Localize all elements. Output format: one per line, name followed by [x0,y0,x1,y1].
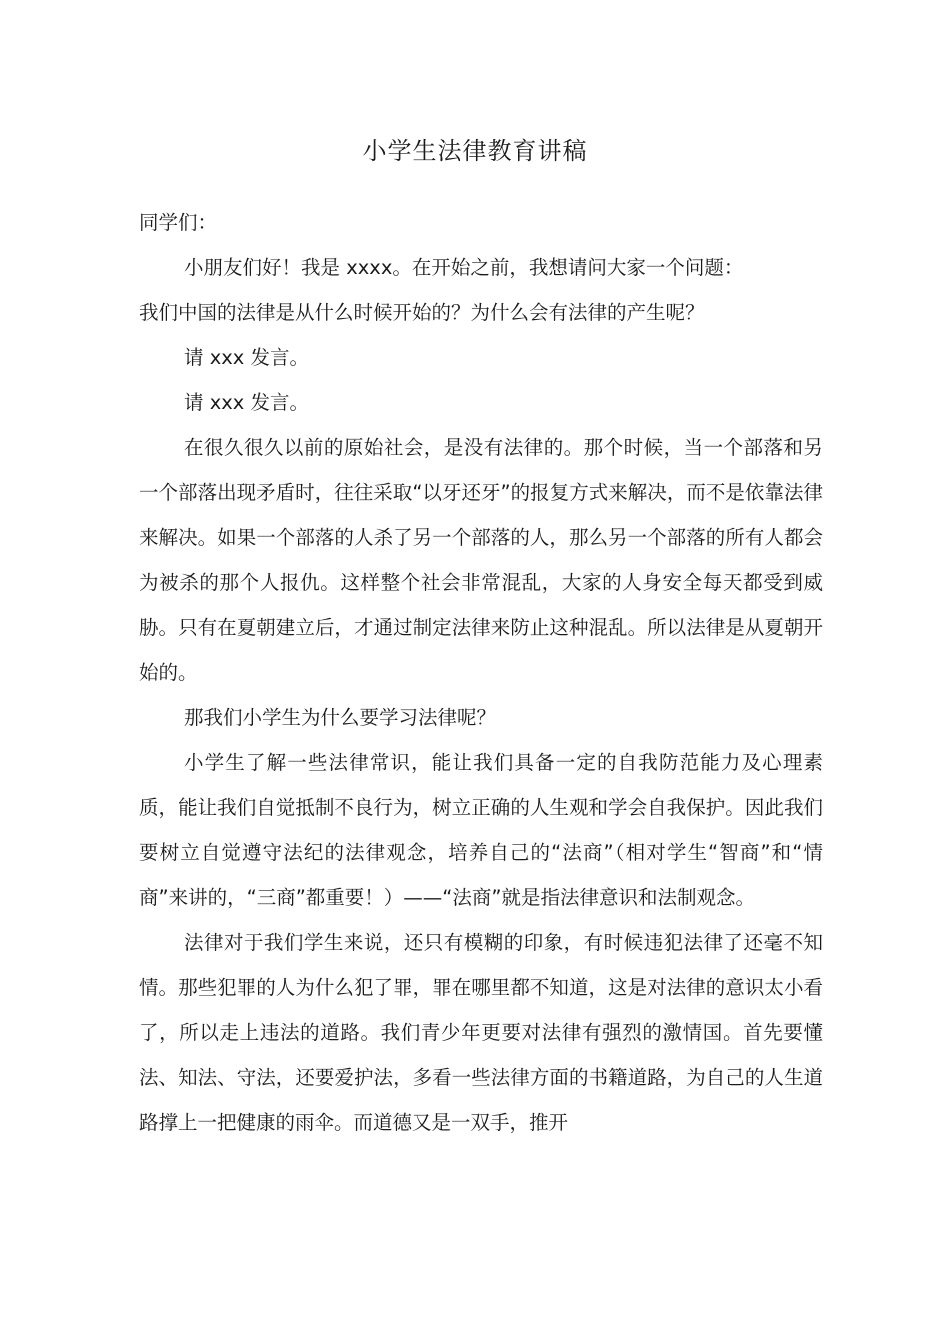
paragraph-invite-1: 请 xxx 发言。 [184,346,310,369]
paragraph-question: 我们中国的法律是从什么时候开始的？为什么会有法律的产生呢？ [139,301,705,324]
paragraph-greeting: 小朋友们好！我是 xxxx。在开始之前，我想请问大家一个问题： [184,256,744,279]
paragraph-history: 在很久很久以前的原始社会，是没有法律的。那个时候，当一个部落和另一个部落出现矛盾时，往往采取“以牙还牙”的报复方式来解决，而不是依靠法律来解决。如果一个部落的人杀了另一个部落的人，那么另一个部落的所有人都会为被杀的那个人报仇。这样整个社会非常混乱，大家的人身安全每天都受到威胁。只有在夏朝建立后，才通过制定法律来防止这种混乱。所以法律是从夏朝开始的。 [139,436,823,684]
paragraph-invite-2: 请 xxx 发言。 [184,391,310,414]
document-title: 小学生法律教育讲稿 [362,137,588,165]
paragraph-legal-quotient: 小学生了解一些法律常识，能让我们具备一定的自我防范能力及心理素质，能让我们自觉抵制不良行为，树立正确的人生观和学会自我保护。因此我们要树立自觉遵守法纪的法律观念，培养自己的“法商”（相对学生“智商”和“情商”来讲的，“三商”都重要！）——“法商”就是指法律意识和法制观念。 [139,751,823,909]
paragraph-law-awareness: 法律对于我们学生来说，还只有模糊的印象，有时候违犯法律了还毫不知情。那些犯罪的人为什么犯了罪，罪在哪里都不知道，这是对法律的意识太小看了，所以走上违法的道路。我们青少年更要对法律有强烈的激情国。首先要懂法、知法、守法，还要爱护法，多看一些法律方面的书籍道路，为自己的人生道路撑上一把健康的雨伞。而道德又是一双手，推开 [139,931,823,1134]
document-body [139,200,823,1145]
salutation: 同学们： [139,211,218,234]
paragraph-why-learn: 那我们小学生为什么要学习法律呢？ [184,706,497,729]
